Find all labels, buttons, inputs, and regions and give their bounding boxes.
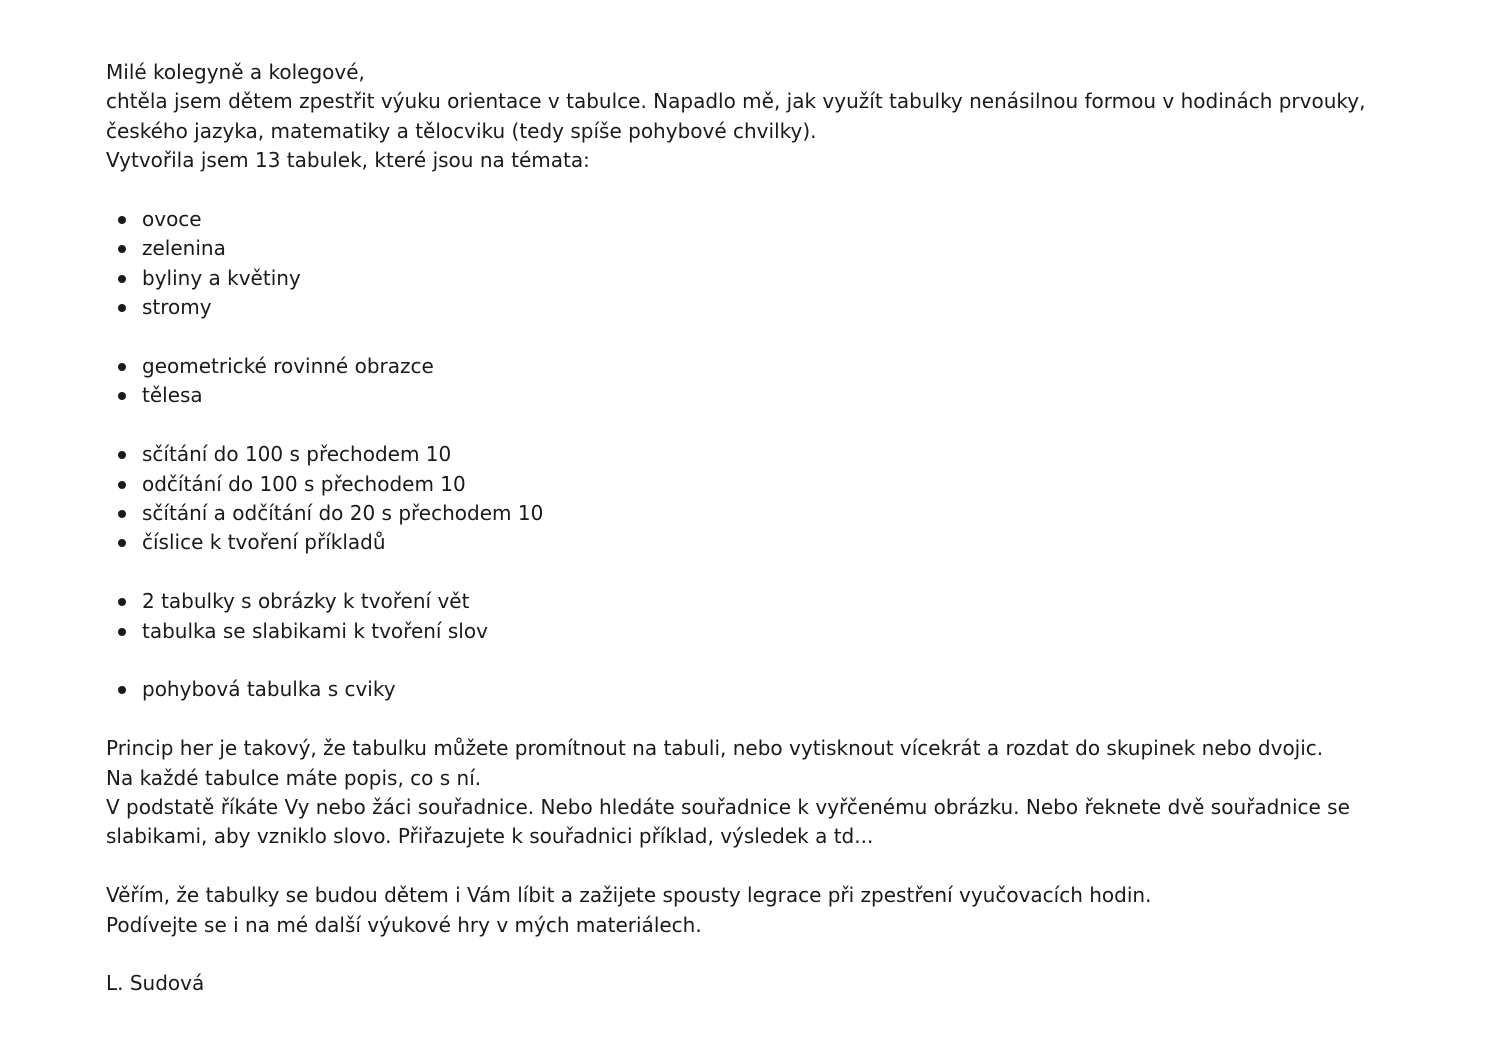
principle-line: Na každé tabulce máte popis, co s ní. (106, 765, 482, 790)
intro-line: chtěla jsem dětem zpestřit výuku orientace v tabulce. Napadlo mě, jak využít tabulky nenásilnou formou v hodinách prvouky, (106, 89, 1366, 114)
list-item: číslice k tvoření příkladů (142, 528, 1396, 557)
principle-line: slabikami, aby vzniklo slovo. Přiřazujete k souřadnici příklad, výsledek a td... (106, 824, 874, 849)
list-item: zelenina (142, 234, 1396, 263)
greeting: Milé kolegyně a kolegové, (106, 60, 365, 84)
closing-line: Věřím, že tabulky se budou dětem i Vám líbit a zažijete spousty legrace při zpestření vyučovacích hodin. (106, 883, 1152, 908)
topic-list-nature (106, 205, 1396, 323)
intro-line: českého jazyka, matematiky a tělocviku (tedy spíše pohybové chvilky). (106, 118, 817, 143)
list-item: sčítání a odčítání do 20 s přechodem 10 (142, 499, 1396, 528)
topic-list-geometry (106, 352, 1396, 411)
list-item: 2 tabulky s obrázky k tvoření vět (142, 587, 1396, 616)
spacer (106, 176, 1396, 205)
spacer (106, 323, 1396, 352)
topic-list-math (106, 440, 1396, 558)
spacer (106, 705, 1396, 734)
intro-line: Vytvořila jsem 13 tabulek, které jsou na témata: (106, 148, 590, 173)
principle-line: V podstatě říkáte Vy nebo žáci souřadnice. Nebo hledáte souřadnice k vyřčenému obrázku. Nebo řeknete dvě souřadnice se (106, 795, 1350, 820)
spacer (106, 558, 1396, 587)
spacer (106, 852, 1396, 881)
list-item: tělesa (142, 381, 1396, 410)
spacer (106, 646, 1396, 675)
principle-line: Princip her je takový, že tabulku můžete promítnout na tabuli, nebo vytisknout vícekrát a rozdat do skupinek nebo dvojic. (106, 736, 1324, 761)
list-item: ovoce (142, 205, 1396, 234)
spacer (106, 940, 1396, 969)
list-item: sčítání do 100 s přechodem 10 (142, 440, 1396, 469)
letter (106, 58, 1396, 999)
list-item: geometrické rovinné obrazce (142, 352, 1396, 381)
list-item: tabulka se slabikami k tvoření slov (142, 617, 1396, 646)
list-item: pohybová tabulka s cviky (142, 675, 1396, 704)
topic-list-movement (106, 675, 1396, 704)
spacer (106, 411, 1396, 440)
closing-line: Podívejte se i na mé další výukové hry v mých materiálech. (106, 912, 702, 937)
list-item: stromy (142, 293, 1396, 322)
signature: L. Sudová (106, 971, 205, 996)
list-item: byliny a květiny (142, 264, 1396, 293)
list-item: odčítání do 100 s přechodem 10 (142, 470, 1396, 499)
topic-list-language (106, 587, 1396, 646)
